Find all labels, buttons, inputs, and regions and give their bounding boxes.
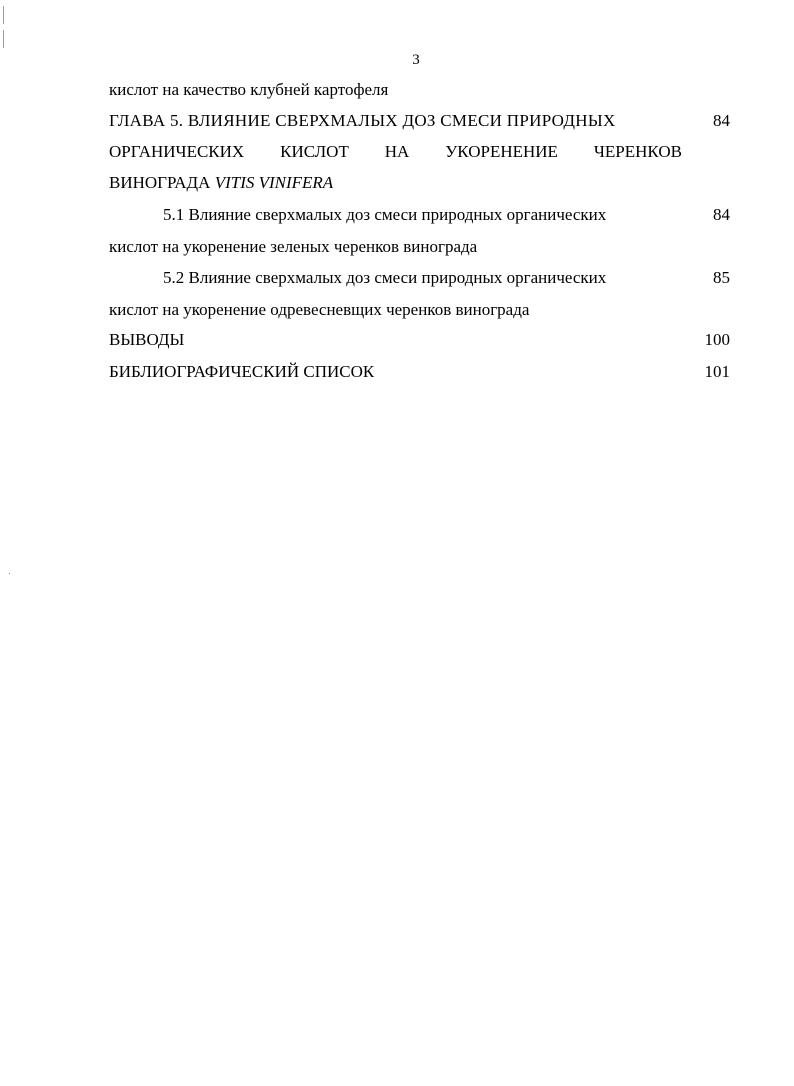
toc-word: НА xyxy=(384,142,410,161)
toc-section5-1-page: 84 xyxy=(713,205,730,224)
toc-chapter5-page: 84 xyxy=(713,111,730,130)
toc-word: УКОРЕНЕНИЕ xyxy=(445,142,558,161)
toc-section5-2-line2: кислот на укоренение одревесневщих черенков винограда xyxy=(109,300,530,319)
toc-chapter5-latin-name: VITIS VINIFERA xyxy=(214,173,334,192)
toc-section5-1-line2: кислот на укоренение зеленых черенков винограда xyxy=(109,237,478,256)
toc-bibliography-page: 101 xyxy=(704,362,730,381)
toc-word: КИСЛОТ xyxy=(280,142,349,161)
toc-section5-2-page: 85 xyxy=(713,268,730,287)
toc-section5-2-line1: 5.2 Влияние сверхмалых доз смеси природных органических xyxy=(163,268,607,287)
toc-chapter5-grape-word: ВИНОГРАДА xyxy=(109,173,215,192)
toc-chapter5-title-line2 xyxy=(109,142,682,162)
toc-word: ОРГАНИЧЕСКИХ xyxy=(109,142,245,161)
toc-word: ЧЕРЕНКОВ xyxy=(593,142,682,161)
scan-artifact xyxy=(3,30,4,48)
scan-artifact xyxy=(9,573,10,574)
toc-continuation-line: кислот на качество клубней картофеля xyxy=(109,80,389,99)
page-number: 3 xyxy=(412,52,420,68)
scan-artifact xyxy=(3,6,4,24)
toc-section5-1-line1: 5.1 Влияние сверхмалых доз смеси природных органических xyxy=(163,205,607,224)
toc-conclusions-page: 100 xyxy=(704,330,730,349)
toc-bibliography: БИБЛИОГРАФИЧЕСКИЙ СПИСОК xyxy=(109,362,375,381)
toc-chapter5-title-line1: ГЛАВА 5. ВЛИЯНИЕ СВЕРХМАЛЫХ ДОЗ СМЕСИ ПРИРОДНЫХ xyxy=(109,111,616,130)
toc-conclusions: ВЫВОДЫ xyxy=(109,330,185,349)
toc-chapter5-title-line3 xyxy=(109,173,333,193)
